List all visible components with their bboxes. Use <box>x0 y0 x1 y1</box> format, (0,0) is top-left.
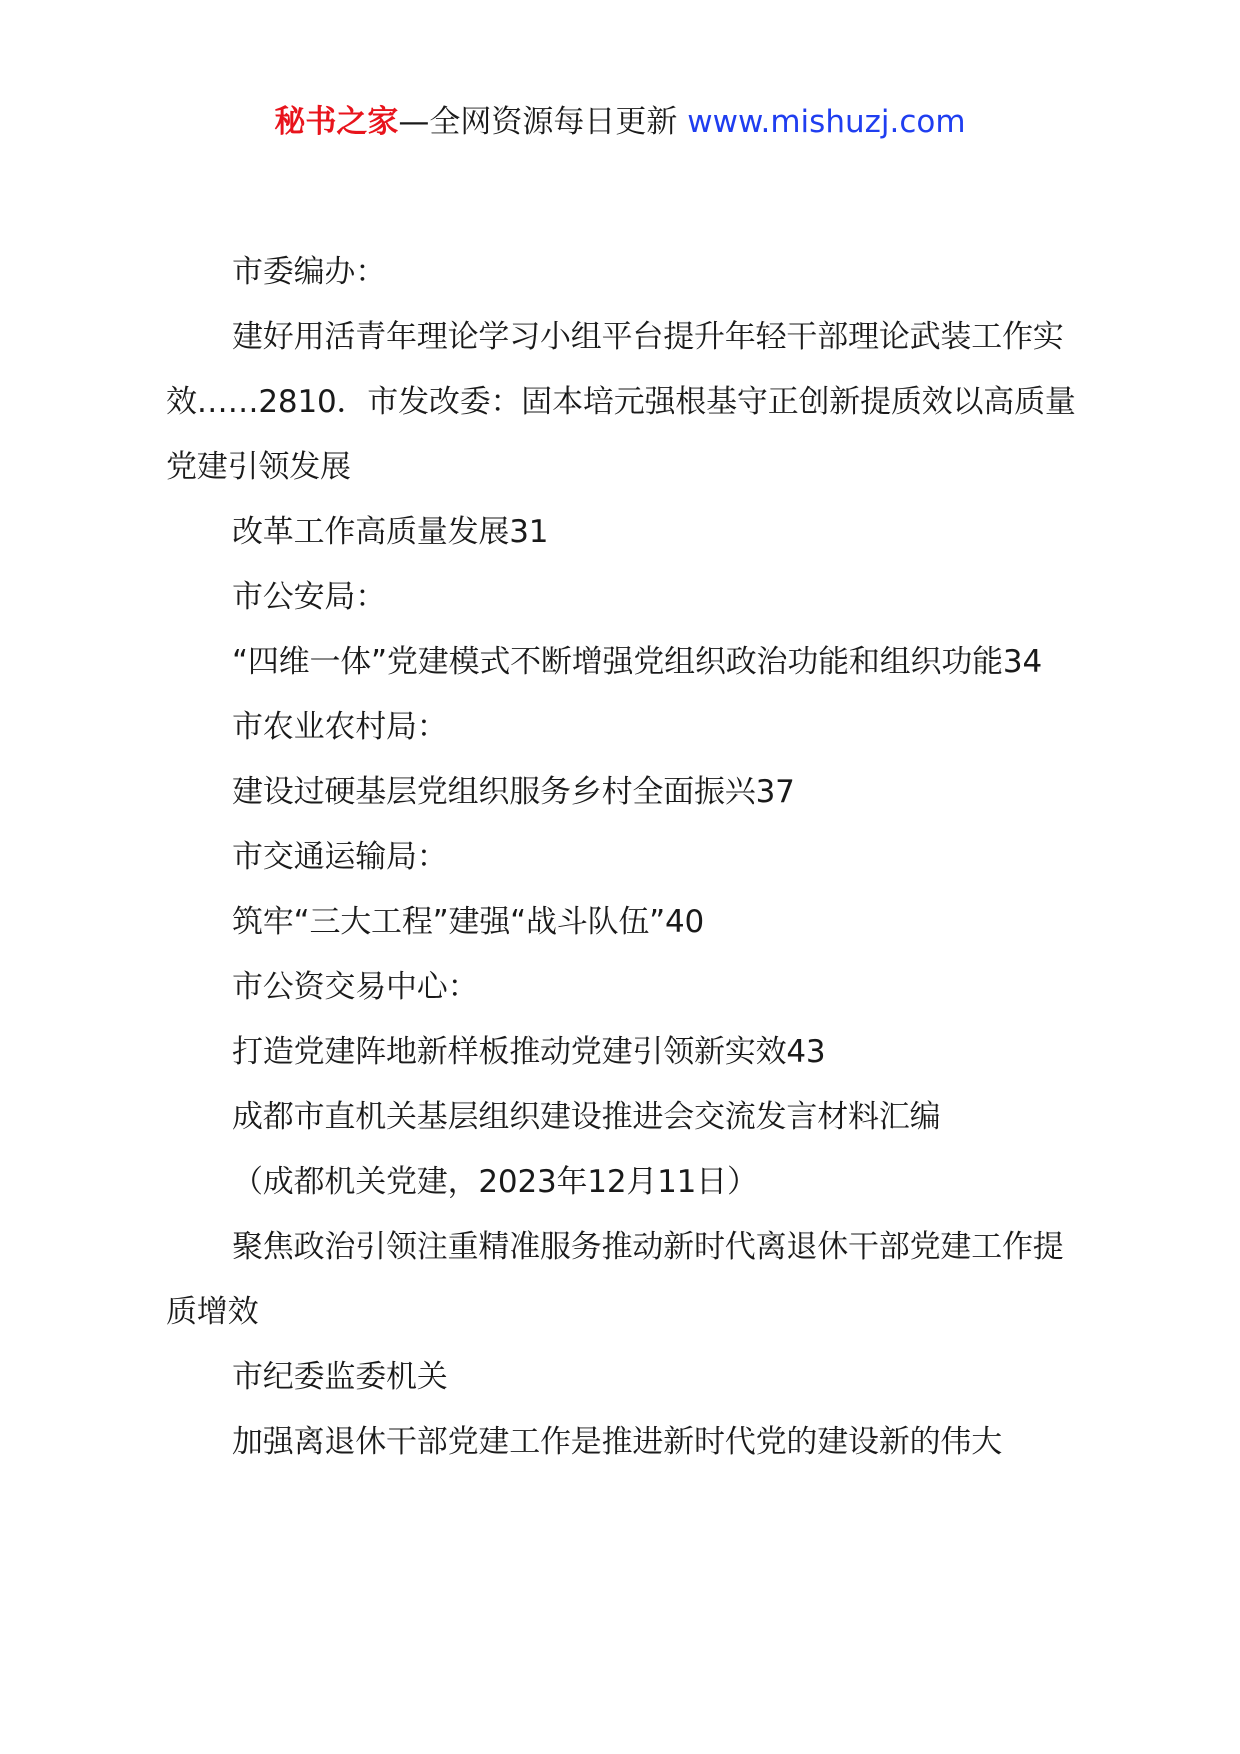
brand-name: 秘书之家 <box>274 104 399 140</box>
header-url-link[interactable]: www.mishuzj.com <box>687 104 966 140</box>
article-body-text: 加强离退休干部党建工作是推进新时代党的建设新的伟大 <box>232 1424 1002 1460</box>
toc-entry-fagaiwei: 改革工作高质量发展31 <box>232 514 549 550</box>
compilation-title: 成都市直机关基层组织建设推进会交流发言材料汇编 <box>232 1099 941 1135</box>
article-author: 市纪委监委机关 <box>232 1359 448 1395</box>
toc-entry-jiaotongju: 筑牢“三大工程”建强“战斗队伍”40 <box>232 904 705 940</box>
section-heading-gonganju: 市公安局： <box>232 579 386 615</box>
toc-entry-gongzi-center: 打造党建阵地新样板推动党建引领新实效43 <box>232 1034 826 1070</box>
toc-entry-nongyeju: 建设过硬基层党组织服务乡村全面振兴37 <box>232 774 795 810</box>
section-heading-jiaotongju: 市交通运输局： <box>232 839 448 875</box>
section-heading-nongyeju: 市农业农村局： <box>232 709 448 745</box>
document-body <box>166 240 1086 1475</box>
compilation-source-date: （成都机关党建，2023年12月11日） <box>232 1164 758 1200</box>
header-slogan: —全网资源每日更新 <box>398 104 678 140</box>
section-heading-gongzi-center: 市公资交易中心： <box>232 969 479 1005</box>
page-header <box>0 100 1240 144</box>
toc-entry-bianban: 建好用活青年理论学习小组平台提升年轻干部理论武装工作实效……2810．市发改委：固本培元强根基守正创新提质效以高质量党建引领发展 <box>166 319 1076 485</box>
section-heading-bianban: 市委编办： <box>232 254 386 290</box>
article-title: 聚焦政治引领注重精准服务推动新时代离退休干部党建工作提质增效 <box>166 1229 1064 1330</box>
toc-entry-gonganju: “四维一体”党建模式不断增强党组织政治功能和组织功能34 <box>232 644 1042 680</box>
